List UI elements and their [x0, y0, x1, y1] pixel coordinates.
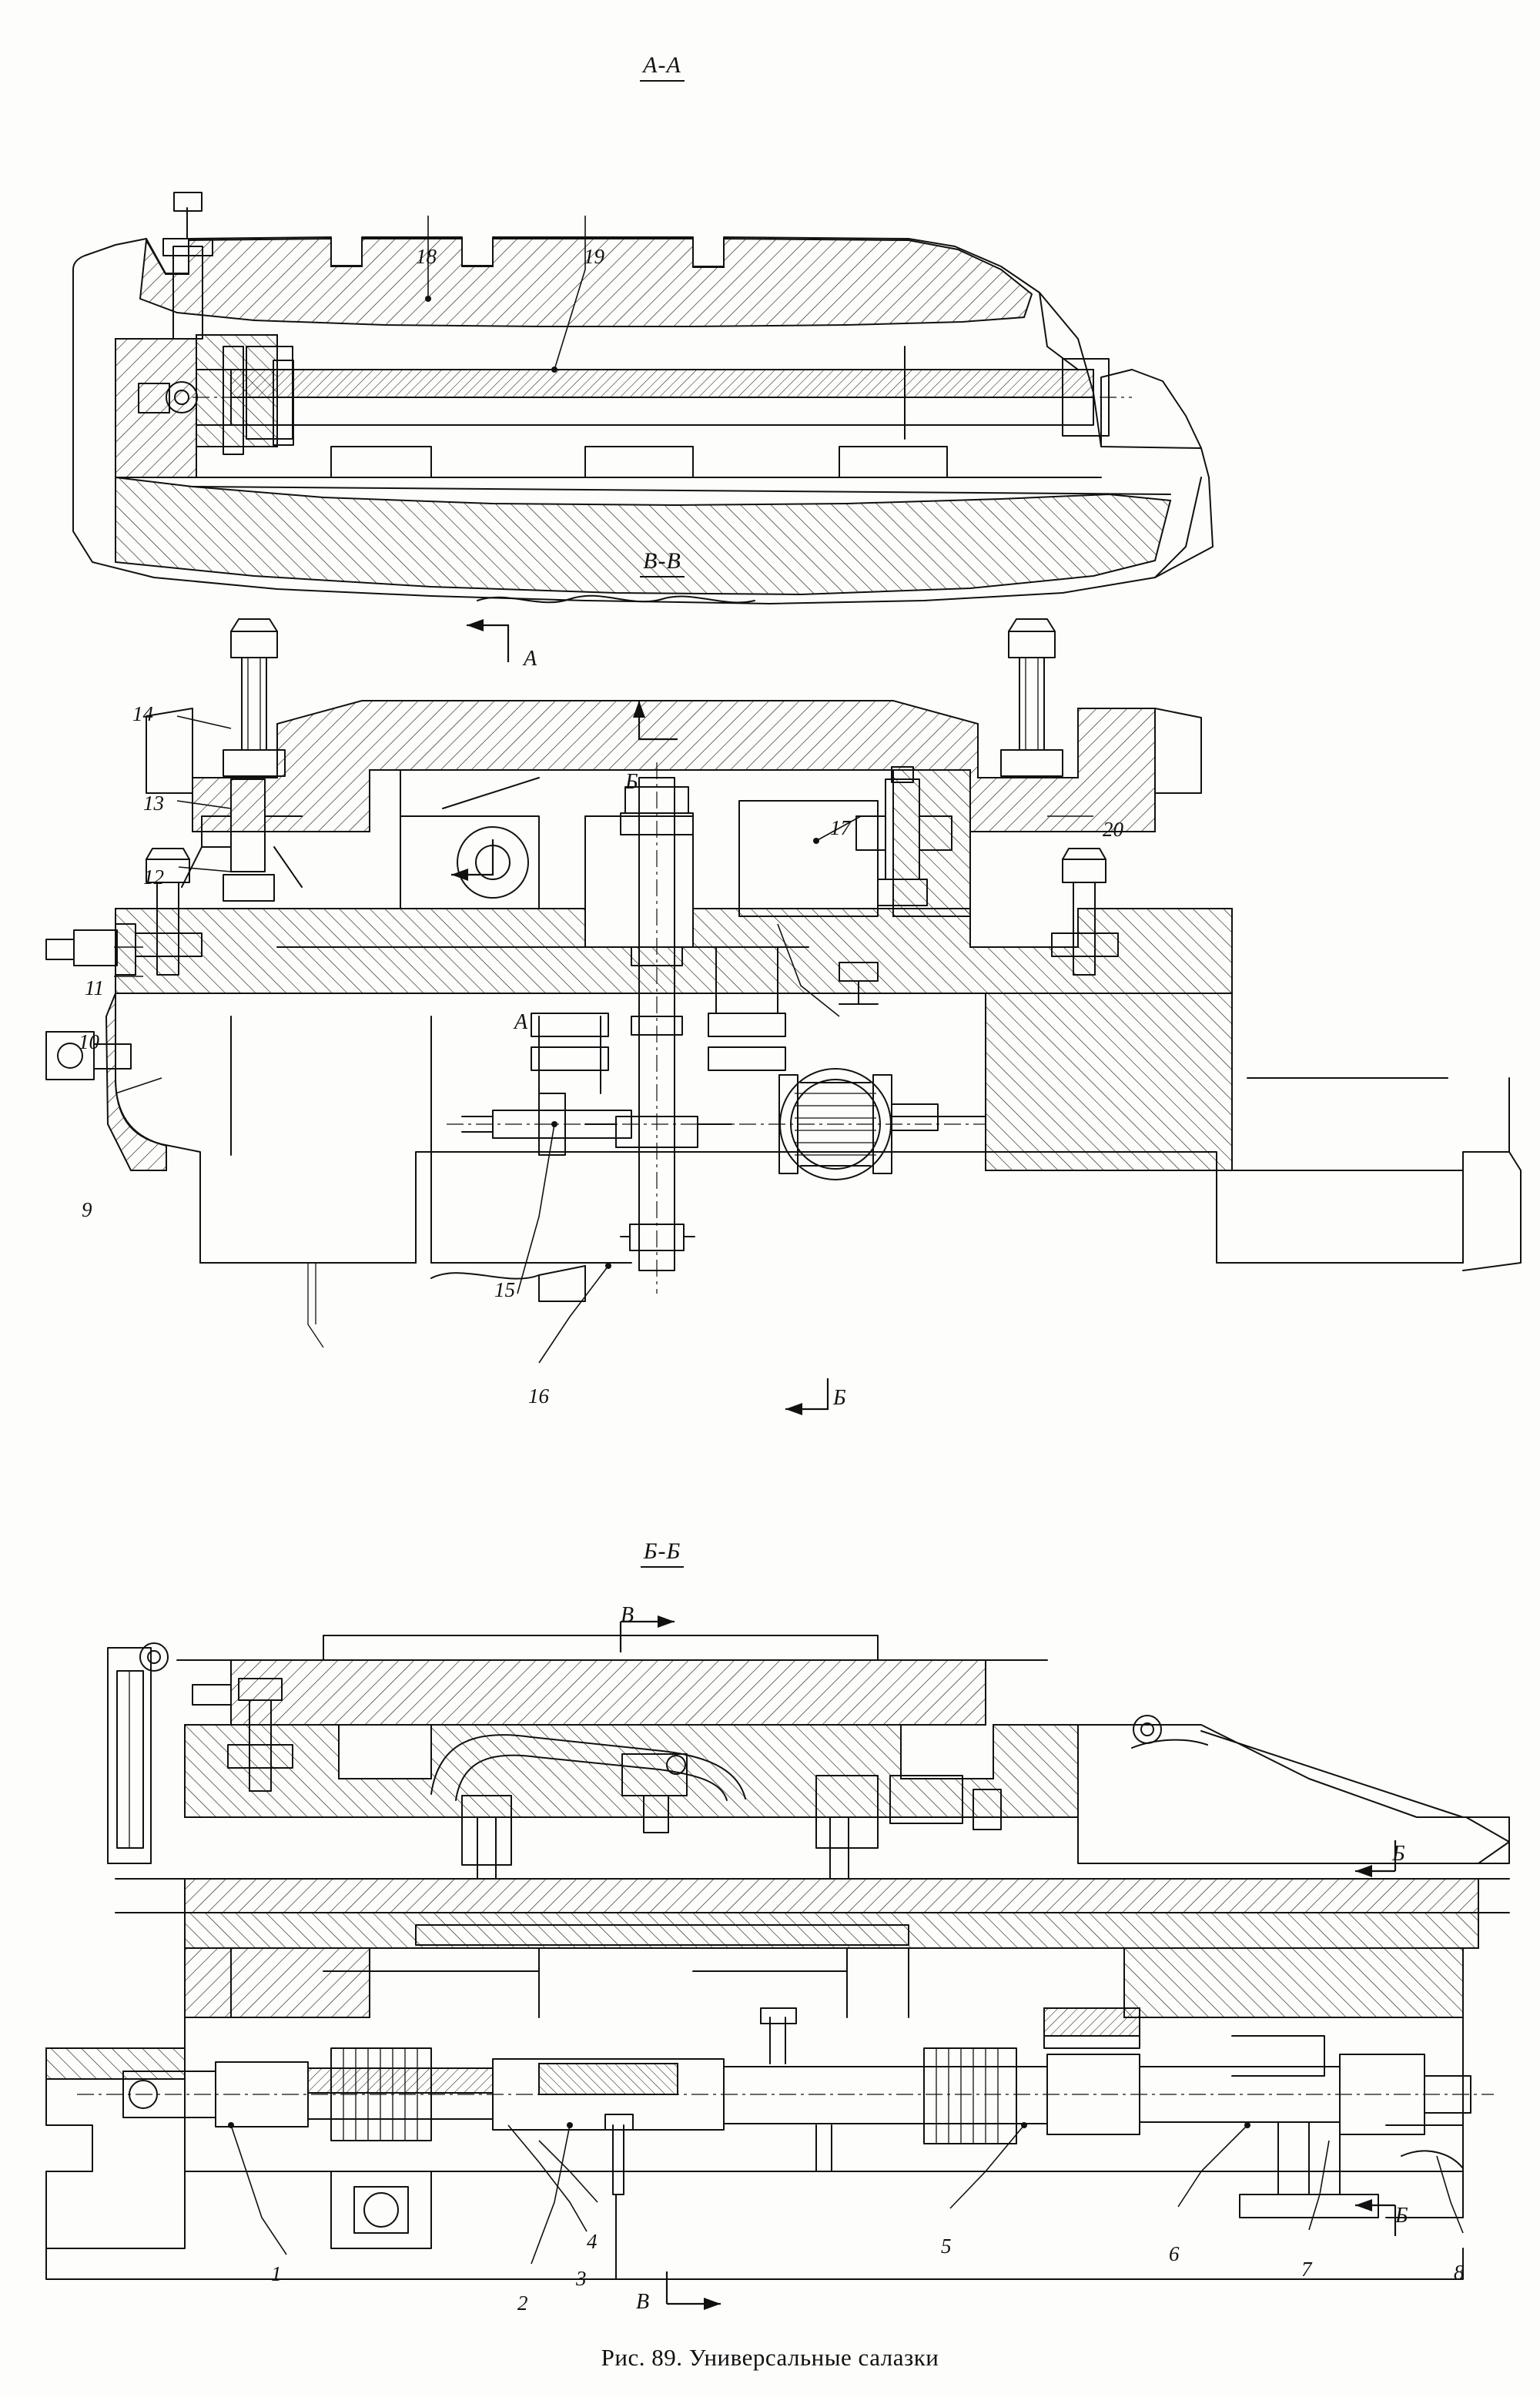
drawing-section-aa: [0, 115, 1540, 654]
section-title-aa: А-А: [585, 52, 739, 82]
section-mark-b-right-bottom: Б: [1395, 2204, 1408, 2228]
callout-9: 9: [82, 1198, 92, 1221]
callout-3: 3: [576, 2267, 587, 2290]
section-mark-v-bottom: В: [636, 2290, 650, 2314]
callout-2: 2: [517, 2292, 528, 2315]
drawing-section-vv: [0, 585, 1540, 1494]
callout-8: 8: [1454, 2261, 1465, 2284]
section-mark-a-mid: А: [514, 1010, 528, 1034]
drawing-section-bb: [0, 1586, 1540, 2318]
callout-19: 19: [584, 245, 604, 268]
callout-13: 13: [143, 792, 164, 815]
section-title-bb: Б-Б: [585, 1538, 739, 1568]
callout-15: 15: [494, 1278, 515, 1301]
callout-7: 7: [1301, 2258, 1312, 2281]
section-mark-v-top: В: [621, 1603, 634, 1627]
callout-4: 4: [587, 2230, 598, 2253]
section-mark-b-bottom: Б: [833, 1386, 846, 1410]
section-mark-b-top: Б: [625, 770, 638, 794]
callout-5: 5: [941, 2235, 952, 2258]
section-mark-a-top: А: [524, 647, 537, 671]
callout-1: 1: [271, 2262, 282, 2285]
callout-10: 10: [79, 1030, 99, 1053]
callout-6: 6: [1169, 2242, 1180, 2265]
figure-caption: Рис. 89. Универсальные салазки: [601, 2344, 939, 2371]
section-title-vv: В-В: [585, 548, 739, 577]
callout-11: 11: [85, 976, 104, 999]
section-mark-b-right-top: Б: [1392, 1842, 1405, 1866]
callout-18: 18: [416, 245, 437, 268]
callout-14: 14: [132, 702, 153, 725]
callout-17: 17: [830, 816, 851, 839]
callout-12: 12: [143, 865, 164, 889]
callout-20: 20: [1103, 818, 1123, 841]
callout-16: 16: [528, 1384, 549, 1408]
